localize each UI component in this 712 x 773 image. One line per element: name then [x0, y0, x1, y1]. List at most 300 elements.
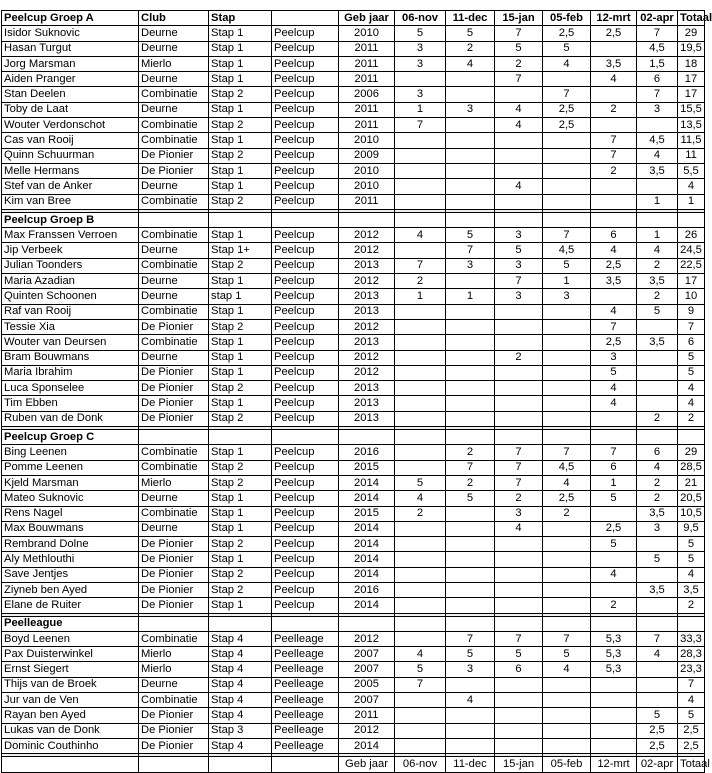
table-row	[2, 304, 705, 319]
score-02-apr-cell: 2,5	[637, 738, 678, 753]
club-cell: Combinatie	[139, 693, 209, 708]
club-cell: De Pionier	[139, 582, 209, 597]
club-cell: Deurne	[139, 41, 209, 56]
stap-cell: Stap 1	[209, 350, 272, 365]
score-11-dec-cell	[446, 552, 495, 567]
club-cell: Combinatie	[139, 194, 209, 209]
total-cell: 24,5	[678, 243, 705, 258]
club-cell: De Pionier	[139, 396, 209, 411]
score-02-apr-cell: 3,5	[637, 335, 678, 350]
score-12-mrt-cell: 4	[591, 396, 637, 411]
competition-cell: Peelcup	[272, 304, 339, 319]
score-11-dec-cell: 7	[446, 243, 495, 258]
table-row	[2, 411, 705, 426]
competition-cell: Peelcup	[272, 26, 339, 41]
club-cell: De Pionier	[139, 738, 209, 753]
total-cell: 5	[678, 350, 705, 365]
stap-cell: Stap 1	[209, 491, 272, 506]
column-header-score-06-nov: 06-nov	[395, 11, 446, 26]
score-11-dec-cell	[446, 194, 495, 209]
header-empty-cell	[139, 212, 209, 227]
score-02-apr-cell: 5	[637, 708, 678, 723]
club-cell: De Pionier	[139, 598, 209, 613]
column-header-score-15-jan: 15-jan	[495, 11, 543, 26]
total-cell: 11,5	[678, 133, 705, 148]
score-02-apr-cell: 2	[637, 411, 678, 426]
score-15-jan-cell	[495, 738, 543, 753]
column-header-stap: Stap	[209, 11, 272, 26]
score-02-apr-cell: 2	[637, 258, 678, 273]
total-cell: 19,5	[678, 41, 705, 56]
score-11-dec-cell	[446, 350, 495, 365]
table-row	[2, 708, 705, 723]
score-11-dec-cell: 5	[446, 647, 495, 662]
score-02-apr-cell: 1,5	[637, 56, 678, 71]
score-05-feb-cell	[543, 179, 591, 194]
name-cell: Melle Hermans	[2, 163, 139, 178]
birth-year-cell: 2010	[339, 179, 395, 194]
score-05-feb-cell	[543, 163, 591, 178]
total-cell: 5	[678, 365, 705, 380]
score-15-jan-cell: 7	[495, 631, 543, 646]
stap-cell: Stap 1	[209, 598, 272, 613]
score-06-nov-cell: 7	[395, 258, 446, 273]
score-15-jan-cell: 6	[495, 662, 543, 677]
score-15-jan-cell: 7	[495, 274, 543, 289]
competition-cell: Peelleage	[272, 647, 339, 662]
club-cell: Deurne	[139, 521, 209, 536]
score-02-apr-cell: 5	[637, 552, 678, 567]
club-cell: Deurne	[139, 677, 209, 692]
score-02-apr-cell: 4,5	[637, 41, 678, 56]
name-cell: Rayan ben Ayed	[2, 708, 139, 723]
score-12-mrt-cell: 7	[591, 148, 637, 163]
score-02-apr-cell: 4	[637, 243, 678, 258]
header-empty-cell	[446, 430, 495, 445]
score-12-mrt-cell	[591, 411, 637, 426]
name-cell: Maria Azadian	[2, 274, 139, 289]
name-cell: Bram Bouwmans	[2, 350, 139, 365]
competition-cell: Peelcup	[272, 350, 339, 365]
birth-year-cell: 2013	[339, 381, 395, 396]
score-11-dec-cell: 5	[446, 491, 495, 506]
score-12-mrt-cell	[591, 693, 637, 708]
score-15-jan-cell: 2	[495, 491, 543, 506]
score-05-feb-cell	[543, 567, 591, 582]
table-row	[2, 631, 705, 646]
score-12-mrt-cell	[591, 41, 637, 56]
competition-cell: Peelleage	[272, 677, 339, 692]
birth-year-cell: 2014	[339, 567, 395, 582]
competition-cell: Peelcup	[272, 598, 339, 613]
club-cell: De Pionier	[139, 148, 209, 163]
club-cell: Combinatie	[139, 460, 209, 475]
score-12-mrt-cell: 3,5	[591, 56, 637, 71]
stap-cell: Stap 4	[209, 738, 272, 753]
birth-year-cell: 2013	[339, 335, 395, 350]
score-12-mrt-cell	[591, 506, 637, 521]
score-06-nov-cell: 3	[395, 87, 446, 102]
header-empty-cell	[495, 212, 543, 227]
table-row	[2, 87, 705, 102]
score-06-nov-cell	[395, 445, 446, 460]
total-cell: 28,5	[678, 460, 705, 475]
club-cell: Deurne	[139, 491, 209, 506]
score-06-nov-cell: 4	[395, 228, 446, 243]
header-empty-cell	[446, 616, 495, 631]
birth-year-cell: 2013	[339, 258, 395, 273]
total-cell: 9,5	[678, 521, 705, 536]
competition-cell: Peelcup	[272, 396, 339, 411]
score-15-jan-cell: 7	[495, 460, 543, 475]
birth-year-cell: 2012	[339, 228, 395, 243]
score-06-nov-cell	[395, 582, 446, 597]
birth-year-cell: 2009	[339, 148, 395, 163]
stap-cell: Stap 1+	[209, 243, 272, 258]
stap-cell: Stap 2	[209, 258, 272, 273]
name-cell: Rembrand Dolne	[2, 537, 139, 552]
score-06-nov-cell	[395, 304, 446, 319]
competition-cell: Peelcup	[272, 258, 339, 273]
score-12-mrt-cell: 4	[591, 72, 637, 87]
score-12-mrt-cell	[591, 289, 637, 304]
score-05-feb-cell	[543, 304, 591, 319]
score-02-apr-cell	[637, 662, 678, 677]
total-cell: 2	[678, 411, 705, 426]
footer-competition	[272, 757, 339, 772]
score-11-dec-cell: 2	[446, 445, 495, 460]
table-row	[2, 365, 705, 380]
score-11-dec-cell: 7	[446, 631, 495, 646]
standings-body	[2, 11, 712, 773]
footer-header-row	[2, 757, 705, 772]
score-05-feb-cell	[543, 133, 591, 148]
birth-year-cell: 2010	[339, 133, 395, 148]
club-cell: Combinatie	[139, 133, 209, 148]
club-cell: Combinatie	[139, 87, 209, 102]
score-12-mrt-cell: 5,3	[591, 647, 637, 662]
stap-cell: Stap 1	[209, 179, 272, 194]
score-02-apr-cell: 3,5	[637, 506, 678, 521]
competition-cell: Peelleage	[272, 662, 339, 677]
stap-cell: Stap 2	[209, 475, 272, 490]
score-06-nov-cell: 2	[395, 274, 446, 289]
score-15-jan-cell	[495, 598, 543, 613]
score-05-feb-cell	[543, 738, 591, 753]
score-11-dec-cell	[446, 365, 495, 380]
name-cell: Quinten Schoonen	[2, 289, 139, 304]
table-row	[2, 179, 705, 194]
club-cell: De Pionier	[139, 723, 209, 738]
footer-score-11-dec: 11-dec	[446, 757, 495, 772]
stap-cell: Stap 1	[209, 56, 272, 71]
club-cell: De Pionier	[139, 537, 209, 552]
score-11-dec-cell: 3	[446, 258, 495, 273]
score-11-dec-cell	[446, 381, 495, 396]
footer-score-05-feb: 05-feb	[543, 757, 591, 772]
score-05-feb-cell: 2,5	[543, 26, 591, 41]
competition-cell: Peelleage	[272, 723, 339, 738]
score-12-mrt-cell	[591, 87, 637, 102]
birth-year-cell: 2012	[339, 350, 395, 365]
total-cell: 13,5	[678, 118, 705, 133]
score-06-nov-cell	[395, 179, 446, 194]
score-12-mrt-cell: 5,3	[591, 662, 637, 677]
score-02-apr-cell: 4	[637, 460, 678, 475]
birth-year-cell: 2013	[339, 289, 395, 304]
score-02-apr-cell: 1	[637, 194, 678, 209]
score-05-feb-cell	[543, 194, 591, 209]
header-empty-cell	[543, 212, 591, 227]
name-cell: Dominic Couthinho	[2, 738, 139, 753]
score-15-jan-cell: 7	[495, 72, 543, 87]
total-cell: 17	[678, 72, 705, 87]
score-15-jan-cell	[495, 582, 543, 597]
score-11-dec-cell	[446, 521, 495, 536]
score-15-jan-cell	[495, 87, 543, 102]
stap-cell: Stap 1	[209, 506, 272, 521]
total-cell: 17	[678, 87, 705, 102]
birth-year-cell: 2014	[339, 537, 395, 552]
table-row	[2, 274, 705, 289]
score-15-jan-cell	[495, 552, 543, 567]
footer-score-06-nov: 06-nov	[395, 757, 446, 772]
score-02-apr-cell: 4	[637, 647, 678, 662]
club-cell: Combinatie	[139, 631, 209, 646]
name-cell: Bing Leenen	[2, 445, 139, 460]
name-cell: Rens Nagel	[2, 506, 139, 521]
score-05-feb-cell: 5	[543, 647, 591, 662]
score-06-nov-cell: 4	[395, 647, 446, 662]
score-05-feb-cell	[543, 411, 591, 426]
table-row	[2, 41, 705, 56]
score-11-dec-cell: 2	[446, 41, 495, 56]
score-12-mrt-cell: 1	[591, 475, 637, 490]
name-cell: Quinn Schuurman	[2, 148, 139, 163]
competition-cell: Peelcup	[272, 537, 339, 552]
club-cell: Mierlo	[139, 647, 209, 662]
header-empty-cell	[495, 430, 543, 445]
score-05-feb-cell: 4,5	[543, 460, 591, 475]
stap-cell: Stap 1	[209, 26, 272, 41]
table-row	[2, 723, 705, 738]
stap-cell: Stap 1	[209, 274, 272, 289]
header-empty-cell	[395, 212, 446, 227]
score-05-feb-cell	[543, 537, 591, 552]
stap-cell: Stap 1	[209, 521, 272, 536]
header-empty-cell	[339, 212, 395, 227]
score-12-mrt-cell: 4	[591, 381, 637, 396]
score-06-nov-cell: 3	[395, 56, 446, 71]
score-11-dec-cell	[446, 274, 495, 289]
score-12-mrt-cell: 2,5	[591, 521, 637, 536]
total-cell: 7	[678, 319, 705, 334]
score-02-apr-cell: 5	[637, 304, 678, 319]
score-11-dec-cell: 5	[446, 228, 495, 243]
header-empty-cell	[339, 616, 395, 631]
birth-year-cell: 2007	[339, 662, 395, 677]
score-15-jan-cell	[495, 723, 543, 738]
birth-year-cell: 2005	[339, 677, 395, 692]
score-11-dec-cell	[446, 598, 495, 613]
score-11-dec-cell	[446, 148, 495, 163]
header-empty-cell	[209, 212, 272, 227]
score-05-feb-cell	[543, 335, 591, 350]
competition-cell: Peelcup	[272, 179, 339, 194]
table-row	[2, 567, 705, 582]
score-11-dec-cell: 2	[446, 475, 495, 490]
stap-cell: Stap 1	[209, 41, 272, 56]
column-header-score-12-mrt: 12-mrt	[591, 11, 637, 26]
score-06-nov-cell	[395, 521, 446, 536]
stap-cell: Stap 2	[209, 411, 272, 426]
table-row	[2, 647, 705, 662]
score-06-nov-cell	[395, 133, 446, 148]
score-02-apr-cell: 2	[637, 289, 678, 304]
competition-cell: Peelcup	[272, 118, 339, 133]
score-12-mrt-cell: 6	[591, 228, 637, 243]
name-cell: Hasan Turgut	[2, 41, 139, 56]
name-cell: Save Jentjes	[2, 567, 139, 582]
score-02-apr-cell	[637, 381, 678, 396]
score-15-jan-cell	[495, 396, 543, 411]
competition-cell: Peelcup	[272, 274, 339, 289]
name-cell: Aly Methlouthi	[2, 552, 139, 567]
group-header-row	[2, 212, 705, 227]
score-05-feb-cell: 7	[543, 228, 591, 243]
column-header-birth-year: Geb jaar	[339, 11, 395, 26]
score-11-dec-cell	[446, 87, 495, 102]
column-header-total: Totaal	[678, 11, 705, 26]
total-cell: 9	[678, 304, 705, 319]
birth-year-cell: 2016	[339, 445, 395, 460]
score-11-dec-cell	[446, 537, 495, 552]
header-empty-cell	[637, 212, 678, 227]
competition-cell: Peelcup	[272, 582, 339, 597]
competition-cell: Peelcup	[272, 228, 339, 243]
score-06-nov-cell	[395, 396, 446, 411]
score-15-jan-cell	[495, 381, 543, 396]
name-cell: Jorg Marsman	[2, 56, 139, 71]
table-row	[2, 26, 705, 41]
score-12-mrt-cell: 3,5	[591, 274, 637, 289]
birth-year-cell: 2011	[339, 41, 395, 56]
header-empty-cell	[139, 616, 209, 631]
score-11-dec-cell	[446, 708, 495, 723]
competition-cell: Peelcup	[272, 102, 339, 117]
name-cell: Luca Sponselee	[2, 381, 139, 396]
score-15-jan-cell: 4	[495, 521, 543, 536]
score-12-mrt-cell: 2	[591, 598, 637, 613]
club-cell: Mierlo	[139, 475, 209, 490]
header-empty-cell	[591, 616, 637, 631]
header-empty-cell	[678, 430, 705, 445]
score-05-feb-cell	[543, 708, 591, 723]
score-06-nov-cell	[395, 411, 446, 426]
score-02-apr-cell: 2	[637, 491, 678, 506]
name-cell: Pomme Leenen	[2, 460, 139, 475]
name-cell: Aiden Pranger	[2, 72, 139, 87]
header-empty-cell	[395, 616, 446, 631]
footer-name	[2, 757, 139, 772]
name-cell: Kim van Bree	[2, 194, 139, 209]
header-empty-cell	[272, 430, 339, 445]
competition-cell: Peelcup	[272, 381, 339, 396]
birth-year-cell: 2006	[339, 87, 395, 102]
score-15-jan-cell: 3	[495, 228, 543, 243]
total-cell: 4	[678, 396, 705, 411]
club-cell: Combinatie	[139, 506, 209, 521]
standings-table	[1, 10, 712, 773]
footer-score-02-apr: 02-apr	[637, 757, 678, 772]
stap-cell: Stap 2	[209, 537, 272, 552]
birth-year-cell: 2011	[339, 102, 395, 117]
stap-cell: Stap 4	[209, 708, 272, 723]
total-cell: 15,5	[678, 102, 705, 117]
score-02-apr-cell	[637, 319, 678, 334]
score-06-nov-cell	[395, 738, 446, 753]
club-cell: De Pionier	[139, 411, 209, 426]
score-06-nov-cell: 1	[395, 289, 446, 304]
stap-cell: Stap 1	[209, 365, 272, 380]
footer-score-12-mrt: 12-mrt	[591, 757, 637, 772]
name-cell: Stan Deelen	[2, 87, 139, 102]
score-15-jan-cell: 7	[495, 445, 543, 460]
score-02-apr-cell: 6	[637, 445, 678, 460]
score-02-apr-cell	[637, 365, 678, 380]
stap-cell: Stap 2	[209, 582, 272, 597]
club-cell: Combinatie	[139, 335, 209, 350]
stap-cell: Stap 1	[209, 228, 272, 243]
score-15-jan-cell	[495, 319, 543, 334]
score-02-apr-cell: 1	[637, 228, 678, 243]
header-empty-cell	[446, 212, 495, 227]
score-15-jan-cell: 5	[495, 41, 543, 56]
table-row	[2, 491, 705, 506]
score-12-mrt-cell: 4	[591, 243, 637, 258]
score-05-feb-cell	[543, 598, 591, 613]
birth-year-cell: 2015	[339, 460, 395, 475]
score-05-feb-cell: 3	[543, 289, 591, 304]
score-02-apr-cell: 3,5	[637, 582, 678, 597]
score-05-feb-cell	[543, 552, 591, 567]
club-cell: De Pionier	[139, 567, 209, 582]
header-empty-cell	[678, 616, 705, 631]
name-cell: Wouter van Deursen	[2, 335, 139, 350]
name-cell: Toby de Laat	[2, 102, 139, 117]
score-11-dec-cell	[446, 582, 495, 597]
table-row	[2, 677, 705, 692]
competition-cell: Peelcup	[272, 319, 339, 334]
score-11-dec-cell: 3	[446, 102, 495, 117]
competition-cell: Peelcup	[272, 335, 339, 350]
score-02-apr-cell	[637, 396, 678, 411]
birth-year-cell: 2013	[339, 411, 395, 426]
score-15-jan-cell	[495, 708, 543, 723]
score-11-dec-cell	[446, 163, 495, 178]
club-cell: Deurne	[139, 26, 209, 41]
club-cell: Mierlo	[139, 56, 209, 71]
header-empty-cell	[209, 616, 272, 631]
stap-cell: Stap 1	[209, 304, 272, 319]
score-02-apr-cell: 4,5	[637, 133, 678, 148]
birth-year-cell: 2015	[339, 506, 395, 521]
score-06-nov-cell: 7	[395, 118, 446, 133]
total-cell: 4	[678, 693, 705, 708]
table-row	[2, 350, 705, 365]
club-cell: Combinatie	[139, 258, 209, 273]
score-05-feb-cell: 4	[543, 662, 591, 677]
